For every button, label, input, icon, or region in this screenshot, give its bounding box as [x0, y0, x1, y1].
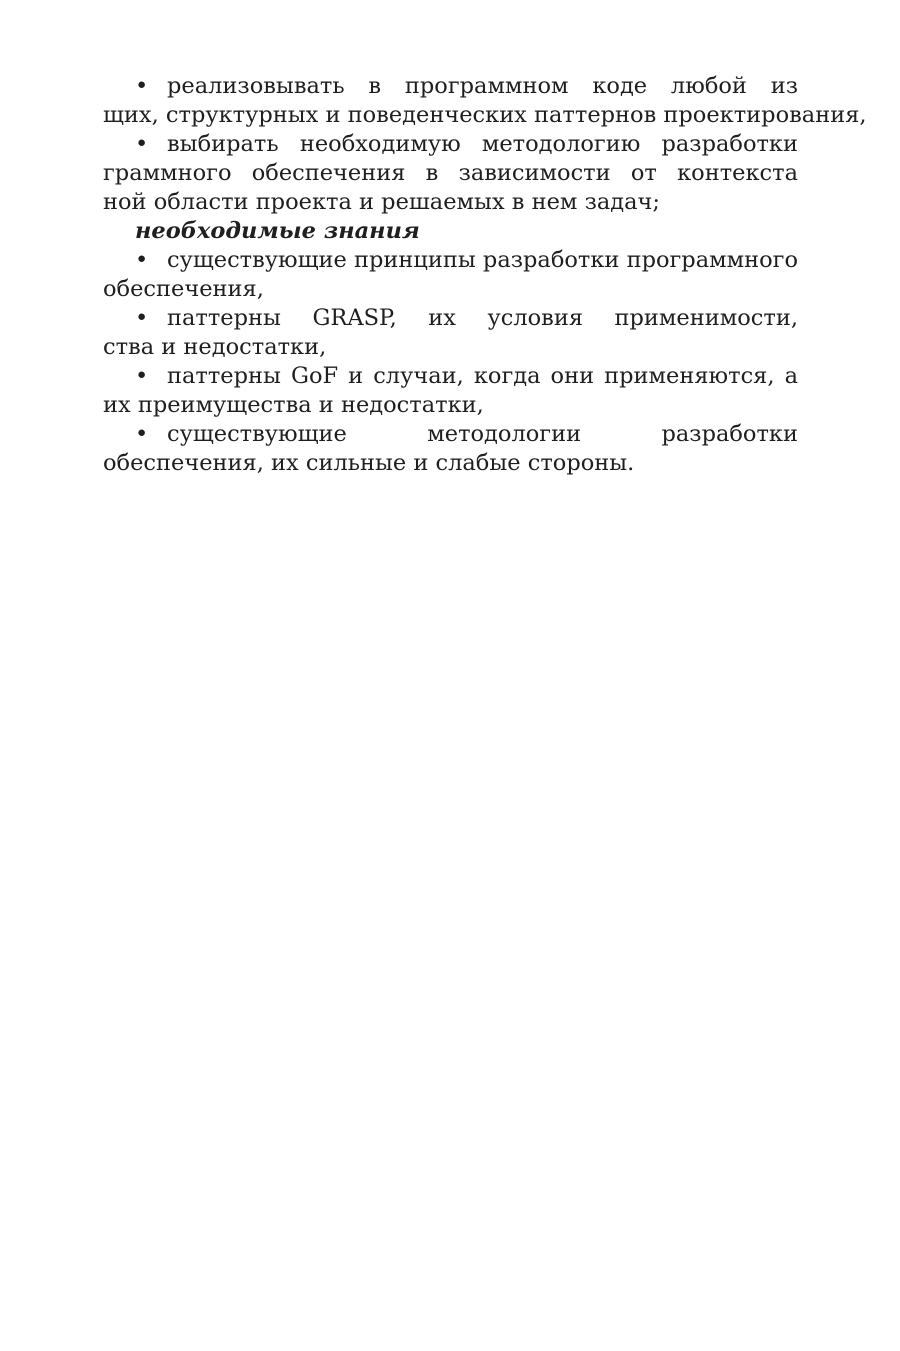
item-line: обеспечения, их сильные и слабые стороны.: [103, 450, 635, 476]
item-line: паттерны GoF и случаи, когда они применяются, а: [167, 363, 798, 389]
knowledge-heading: необходимые знания: [135, 218, 420, 244]
item-line: существующие принципы разработки программного: [167, 247, 798, 273]
bullet-icon: •: [135, 421, 149, 447]
bullet-icon: •: [135, 247, 149, 273]
item-line: граммного обеспечения в зависимости от контекста: [103, 160, 798, 186]
bullet-item-knowledge-3: [103, 362, 798, 420]
bullet-icon: •: [135, 73, 149, 99]
bullet-icon: •: [135, 131, 149, 157]
bullet-item-skill-2: [103, 130, 798, 217]
bullet-item-knowledge-1: [103, 246, 798, 304]
item-line: щих, структурных и поведенческих паттернов проектирования,: [103, 102, 867, 128]
item-line: обеспечения,: [103, 276, 264, 302]
item-line: выбирать необходимую методологию разработки: [167, 131, 798, 157]
item-line: существующие методологии разработки: [167, 421, 798, 447]
bullet-item-skill-1: [103, 72, 867, 130]
item-line: реализовывать в программном коде любой из: [167, 73, 798, 99]
item-line: их преимущества и недостатки,: [103, 392, 484, 418]
bullet-item-knowledge-2: [103, 304, 798, 362]
document-page: [103, 72, 867, 478]
bullet-item-knowledge-4: [103, 420, 798, 478]
bullet-icon: •: [135, 363, 149, 389]
item-line: ной области проекта и решаемых в нем задач;: [103, 189, 660, 215]
item-line: ства и недостатки,: [103, 334, 327, 360]
bullet-icon: •: [135, 305, 149, 331]
item-line: паттерны GRASP, их условия применимости,: [167, 305, 798, 331]
